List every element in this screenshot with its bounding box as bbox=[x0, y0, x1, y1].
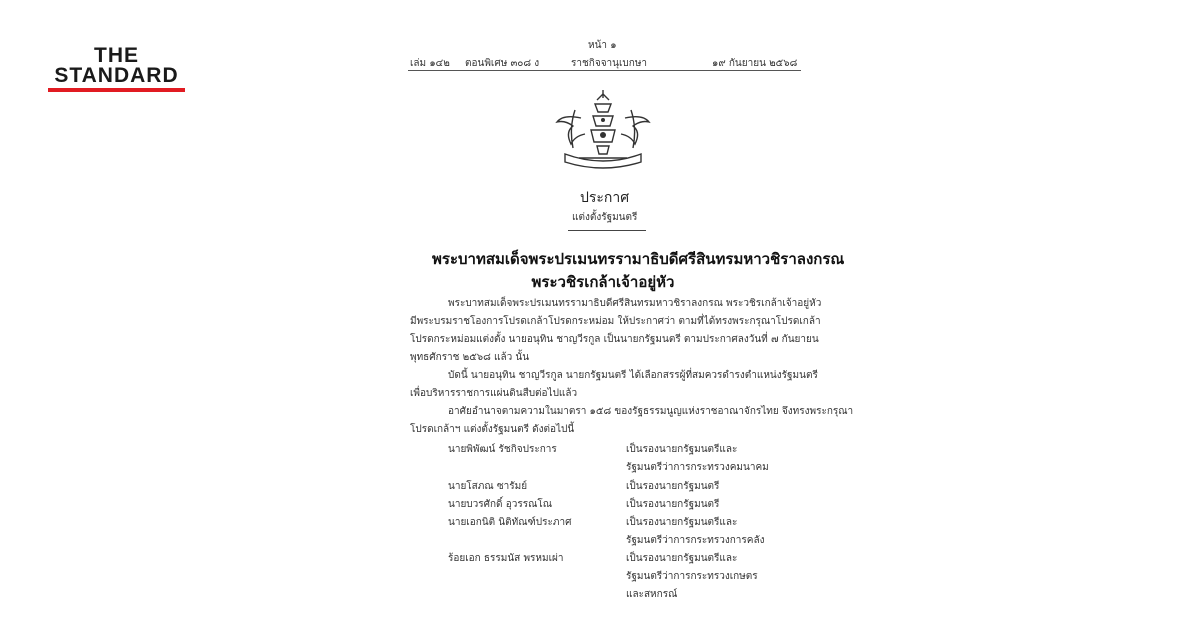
gazette-name: ราชกิจจานุเบกษา bbox=[571, 58, 648, 69]
body-line: เพื่อบริหารราชการแผ่นดินสืบต่อไปแล้ว bbox=[410, 388, 578, 399]
appointee-position: เป็นรองนายกรัฐมนตรีและ bbox=[626, 517, 738, 528]
announcement-heading: ประกาศ bbox=[580, 190, 630, 206]
body-line: บัดนี้ นายอนุทิน ชาญวีรกูล นายกรัฐมนตรี ได้เลือกสรรผู้ที่สมควรดำรงตำแหน่งรัฐมนตรี bbox=[448, 370, 818, 381]
appointee-name: ร้อยเอก ธรรมนัส พรหมเผ่า bbox=[448, 553, 564, 564]
appointee-position: เป็นรองนายกรัฐมนตรีและ bbox=[626, 553, 738, 564]
body-line: โปรดกระหม่อมแต่งตั้ง นายอนุทิน ชาญวีรกูล เป็นนายกรัฐมนตรี ตามประกาศลงวันที่ ๗ กันยายน bbox=[410, 334, 819, 345]
appointee-position: รัฐมนตรีว่าการกระทรวงเกษตร bbox=[626, 571, 758, 582]
appointee-position: เป็นรองนายกรัฐมนตรี bbox=[626, 481, 720, 492]
section-label: ตอนพิเศษ ๓๐๘ ง bbox=[465, 58, 540, 69]
body-line: มีพระบรมราชโองการโปรดเกล้าโปรดกระหม่อม ให้ประกาศว่า ตามที่ได้ทรงพระกรุณาโปรดเกล้า bbox=[410, 316, 821, 327]
announcement-subheading: แต่งตั้งรัฐมนตรี bbox=[572, 212, 638, 223]
body-line: พระบาทสมเด็จพระปรเมนทรรามาธิบดีศรีสินทรมหาวชิราลงกรณ พระวชิรเกล้าเจ้าอยู่หัว bbox=[448, 298, 822, 309]
appointee-name: นายเอกนิติ นิติทัณฑ์ประภาศ bbox=[448, 517, 572, 528]
page-number: หน้า ๑ bbox=[588, 40, 617, 51]
appointee-position: รัฐมนตรีว่าการกระทรวงการคลัง bbox=[626, 535, 765, 546]
appointee-position: และสหกรณ์ bbox=[626, 589, 678, 600]
header-divider bbox=[408, 70, 801, 71]
body-line: พุทธศักราช ๒๕๖๘ แล้ว นั้น bbox=[410, 352, 530, 363]
volume-label: เล่ม ๑๔๒ bbox=[410, 58, 450, 69]
king-title-line-2: พระวชิรเกล้าเจ้าอยู่หัว bbox=[531, 273, 675, 291]
title-divider bbox=[568, 230, 646, 231]
logo-line-2: STANDARD bbox=[54, 64, 179, 87]
gazette-date: ๑๙ กันยายน ๒๕๖๘ bbox=[712, 58, 798, 69]
king-title-line-1: พระบาทสมเด็จพระปรเมนทรรามาธิบดีศรีสินทรมหาวชิราลงกรณ bbox=[432, 250, 845, 268]
appointee-position: เป็นรองนายกรัฐมนตรีและ bbox=[626, 444, 738, 455]
logo-line-1: THE bbox=[94, 44, 139, 67]
appointee-position: เป็นรองนายกรัฐมนตรี bbox=[626, 499, 720, 510]
royal-garuda-emblem-icon bbox=[551, 88, 655, 172]
body-line: โปรดเกล้าฯ แต่งตั้งรัฐมนตรี ดังต่อไปนี้ bbox=[410, 424, 575, 435]
body-line: อาศัยอำนาจตามความในมาตรา ๑๕๘ ของรัฐธรรมนูญแห่งราชอาณาจักรไทย จึงทรงพระกรุณา bbox=[448, 406, 854, 417]
appointee-name: นายบวรศักดิ์ อุวรรณโณ bbox=[448, 499, 553, 510]
appointee-name: นายโสภณ ซารัมย์ bbox=[448, 481, 528, 492]
appointee-position: รัฐมนตรีว่าการกระทรวงคมนาคม bbox=[626, 462, 769, 473]
appointee-name: นายพิพัฒน์ รัชกิจประการ bbox=[448, 444, 557, 455]
